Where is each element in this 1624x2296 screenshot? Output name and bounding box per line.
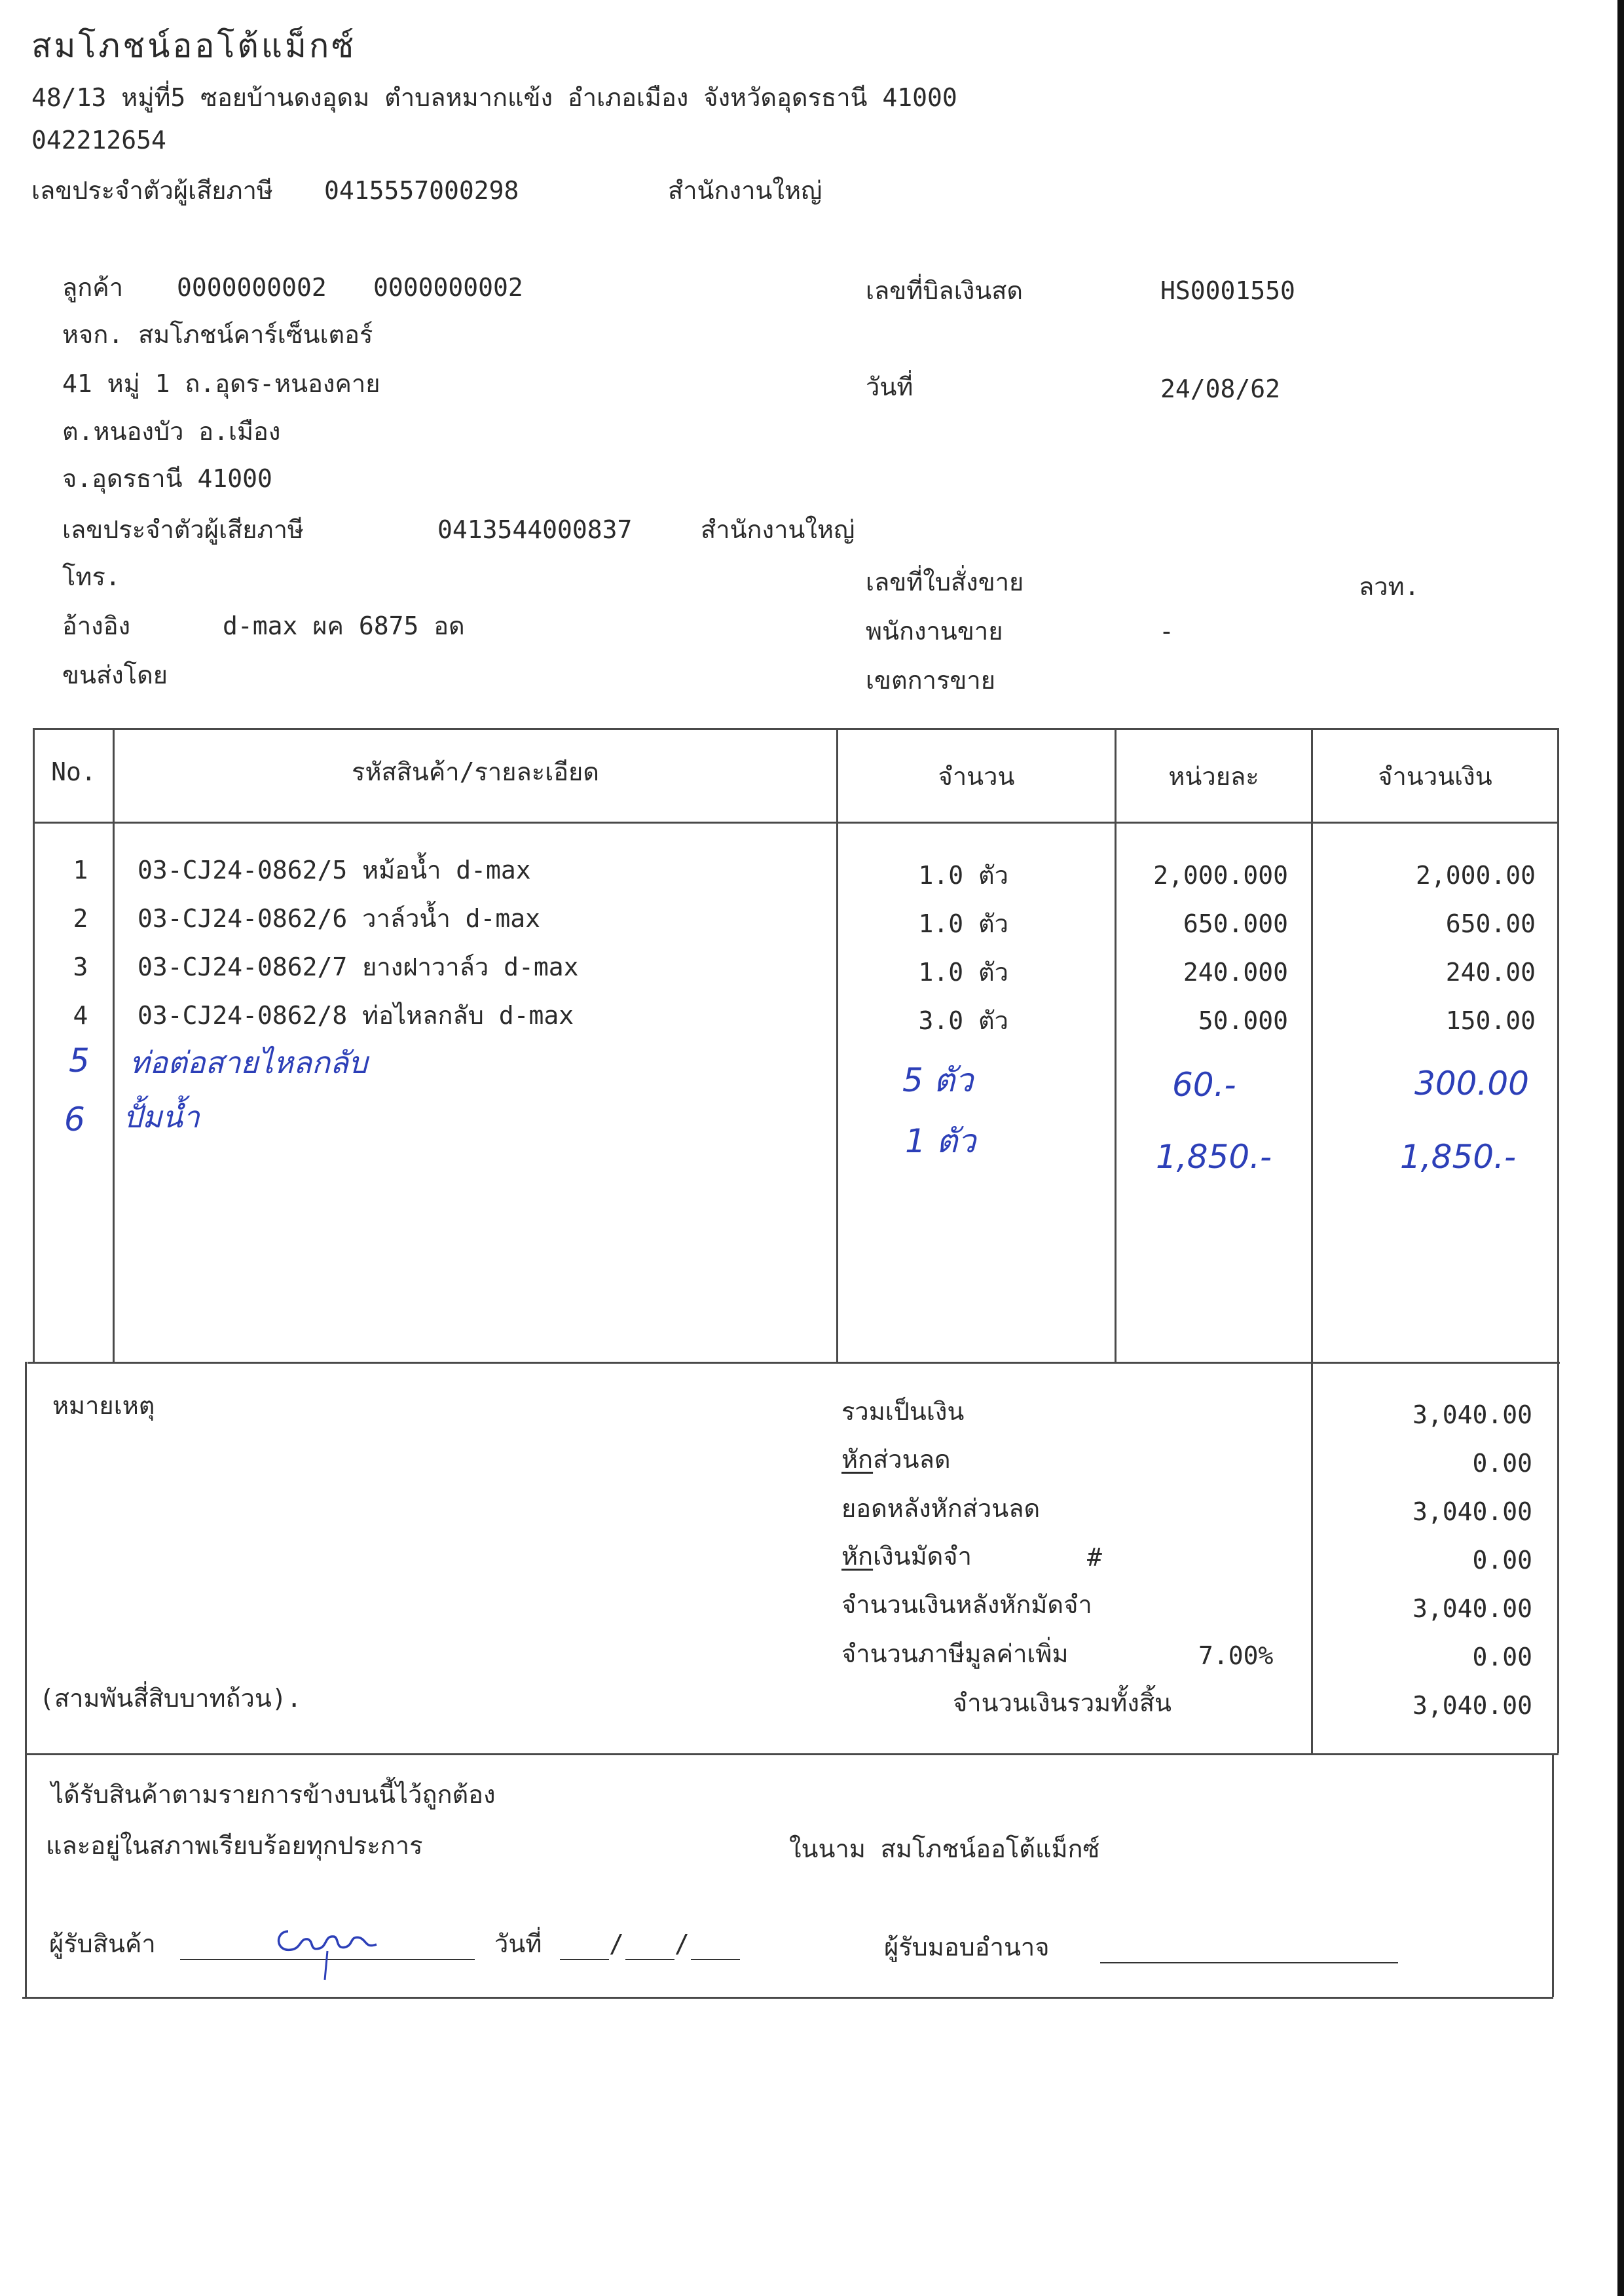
row-qty: 1.0 ตัว	[918, 958, 1008, 987]
subtotal-value: 3,040.00	[1412, 1400, 1532, 1429]
sales-area-label: เขตการขาย	[866, 666, 995, 695]
row-qty: 1.0 ตัว	[918, 861, 1008, 890]
after-discount-value: 3,040.00	[1412, 1497, 1532, 1526]
receiver-label: ผู้รับสินค้า	[49, 1929, 156, 1958]
handwritten-row-amount: 300.00	[1414, 1065, 1529, 1102]
row-amount: 240.00	[1445, 958, 1536, 987]
remark-label: หมายเหตุ	[52, 1391, 155, 1420]
order-no: ลวท.	[1359, 572, 1420, 601]
customer-branch: สำนักงานใหญ่	[701, 515, 855, 544]
receive-date-day-line	[560, 1959, 609, 1960]
receive-date-slash: /	[674, 1929, 690, 1958]
row-no: 2	[73, 904, 88, 933]
row-qty: 3.0 ตัว	[918, 1006, 1008, 1035]
reference-value: d-max ผค 6875 อด	[223, 611, 465, 640]
row-no: 1	[73, 856, 88, 884]
row-no: 3	[73, 953, 88, 981]
authorized-signature-line	[1100, 1962, 1398, 1963]
handwritten-row-item: ปั้มน้ำ	[123, 1099, 200, 1135]
scan-edge	[1617, 0, 1624, 2296]
receive-date-month-line	[625, 1959, 674, 1960]
company-tax-id-label: เลขประจำตัวผู้เสียภาษี	[31, 176, 273, 205]
after-discount-label: ยอดหลังหักส่วนลด	[841, 1494, 1041, 1523]
sales-label: พนักงานขาย	[866, 617, 1003, 646]
vat-rate: 7.00%	[1198, 1641, 1274, 1670]
company-tax-id: 0415557000298	[324, 176, 519, 205]
row-amount: 2,000.00	[1415, 861, 1536, 890]
shipping-label: ขนส่งโดย	[62, 661, 168, 689]
bill-no: HS0001550	[1160, 276, 1295, 305]
handwritten-row-unit-price: 1,850.-	[1156, 1138, 1272, 1176]
row-unit-price: 650.000	[1183, 909, 1288, 938]
handwritten-row-qty: 5 ตัว	[902, 1061, 974, 1099]
customer-address-3: จ.อุดรธานี 41000	[62, 464, 272, 493]
handwritten-row-item: ท่อต่อสายไหลกลับ	[130, 1045, 368, 1080]
header-amount: จำนวนเงิน	[1378, 762, 1492, 791]
row-item: 03-CJ24-0862/7 ยางฝาวาล์ว d-max	[138, 953, 579, 981]
handwritten-row-unit-price: 60.-	[1172, 1066, 1236, 1104]
total-label: จำนวนเงินรวมทั้งสิ้น	[953, 1688, 1172, 1717]
received-statement-1: ได้รับสินค้าตามรายการข้างบนนี้ไว้ถูกต้อง	[51, 1780, 496, 1809]
reference-label: อ้างอิง	[62, 611, 131, 640]
vat-value: 0.00	[1472, 1643, 1532, 1671]
company-branch: สำนักงานใหญ่	[668, 176, 822, 205]
order-no-label: เลขที่ใบสั่งขาย	[866, 568, 1024, 596]
row-qty: 1.0 ตัว	[918, 909, 1008, 938]
company-phone: 042212654	[31, 126, 166, 155]
handwritten-row-qty: 1 ตัว	[905, 1122, 976, 1160]
handwritten-row-no: 6	[64, 1101, 85, 1139]
subtotal-label: รวมเป็นเงิน	[841, 1397, 965, 1426]
sales-person: -	[1159, 617, 1174, 646]
after-deposit-label: จำนวนเงินหลังหักมัดจำ	[841, 1590, 1092, 1619]
header-qty: จำนวน	[938, 762, 1015, 791]
customer-phone-label: โทร.	[62, 562, 120, 591]
received-statement-2: และอยู่ในสภาพเรียบร้อยทุกประการ	[46, 1831, 423, 1860]
deposit-value: 0.00	[1472, 1546, 1532, 1575]
amount-in-words: (สามพันสี่สิบบาทถ้วน).	[39, 1684, 302, 1713]
row-amount: 150.00	[1445, 1006, 1536, 1035]
after-deposit-value: 3,040.00	[1412, 1594, 1532, 1623]
customer-code-2: 0000000002	[373, 273, 523, 302]
discount-label: หักส่วนลด	[841, 1445, 951, 1474]
customer-tax-id: 0413544000837	[437, 515, 633, 544]
company-name: สมโภชน์ออโต้แม็กซ์	[31, 27, 357, 65]
header-item: รหัสสินค้า/รายละเอียด	[352, 757, 599, 786]
row-no: 4	[73, 1001, 88, 1030]
company-address: 48/13 หมู่ที่5 ซอยบ้านดงอุดม ตำบลหมากแข้ง อำเภอเมือง จังหวัดอุดรธานี 41000	[31, 83, 957, 112]
customer-name: หจก. สมโภชน์คาร์เซ็นเตอร์	[62, 320, 373, 349]
row-item: 03-CJ24-0862/5 หม้อน้ำ d-max	[138, 856, 531, 884]
header-unit-price: หน่วยละ	[1168, 762, 1259, 791]
authorized-label: ผู้รับมอบอำนาจ	[884, 1933, 1050, 1961]
row-unit-price: 50.000	[1198, 1006, 1288, 1035]
receive-date-year-line	[691, 1959, 740, 1960]
vat-label: จำนวนภาษีมูลค่าเพิ่ม	[841, 1639, 1069, 1668]
customer-address-2: ต.หนองบัว อ.เมือง	[62, 417, 281, 446]
row-unit-price: 2,000.000	[1153, 861, 1288, 890]
bill-no-label: เลขที่บิลเงินสด	[866, 276, 1024, 305]
total-value: 3,040.00	[1412, 1691, 1532, 1720]
receive-date-slash: /	[609, 1929, 624, 1958]
row-amount: 650.00	[1445, 909, 1536, 938]
date-label: วันที่	[866, 373, 913, 401]
handwritten-row-no: 5	[69, 1042, 90, 1080]
deposit-label: หักเงินมัดจำ	[841, 1542, 972, 1571]
deposit-hash: #	[1087, 1543, 1102, 1572]
row-unit-price: 240.000	[1183, 958, 1288, 987]
header-no: No.	[51, 757, 96, 786]
invoice-date: 24/08/62	[1160, 374, 1281, 403]
customer-tax-id-label: เลขประจำตัวผู้เสียภาษี	[62, 515, 304, 544]
customer-label: ลูกค้า	[62, 273, 124, 302]
receive-date-label: วันที่	[494, 1929, 542, 1958]
on-behalf-of: ในนาม สมโภชน์ออโต้แม็กซ์	[789, 1834, 1100, 1863]
customer-code-1: 0000000002	[177, 273, 327, 302]
handwritten-row-amount: 1,850.-	[1399, 1138, 1516, 1176]
discount-value: 0.00	[1472, 1449, 1532, 1478]
row-item: 03-CJ24-0862/6 วาล์วน้ำ d-max	[138, 904, 541, 933]
customer-address-1: 41 หมู่ 1 ถ.อุดร-หนองคาย	[62, 369, 380, 398]
row-item: 03-CJ24-0862/8 ท่อไหลกลับ d-max	[138, 1001, 574, 1030]
receiver-signature	[262, 1912, 393, 1984]
